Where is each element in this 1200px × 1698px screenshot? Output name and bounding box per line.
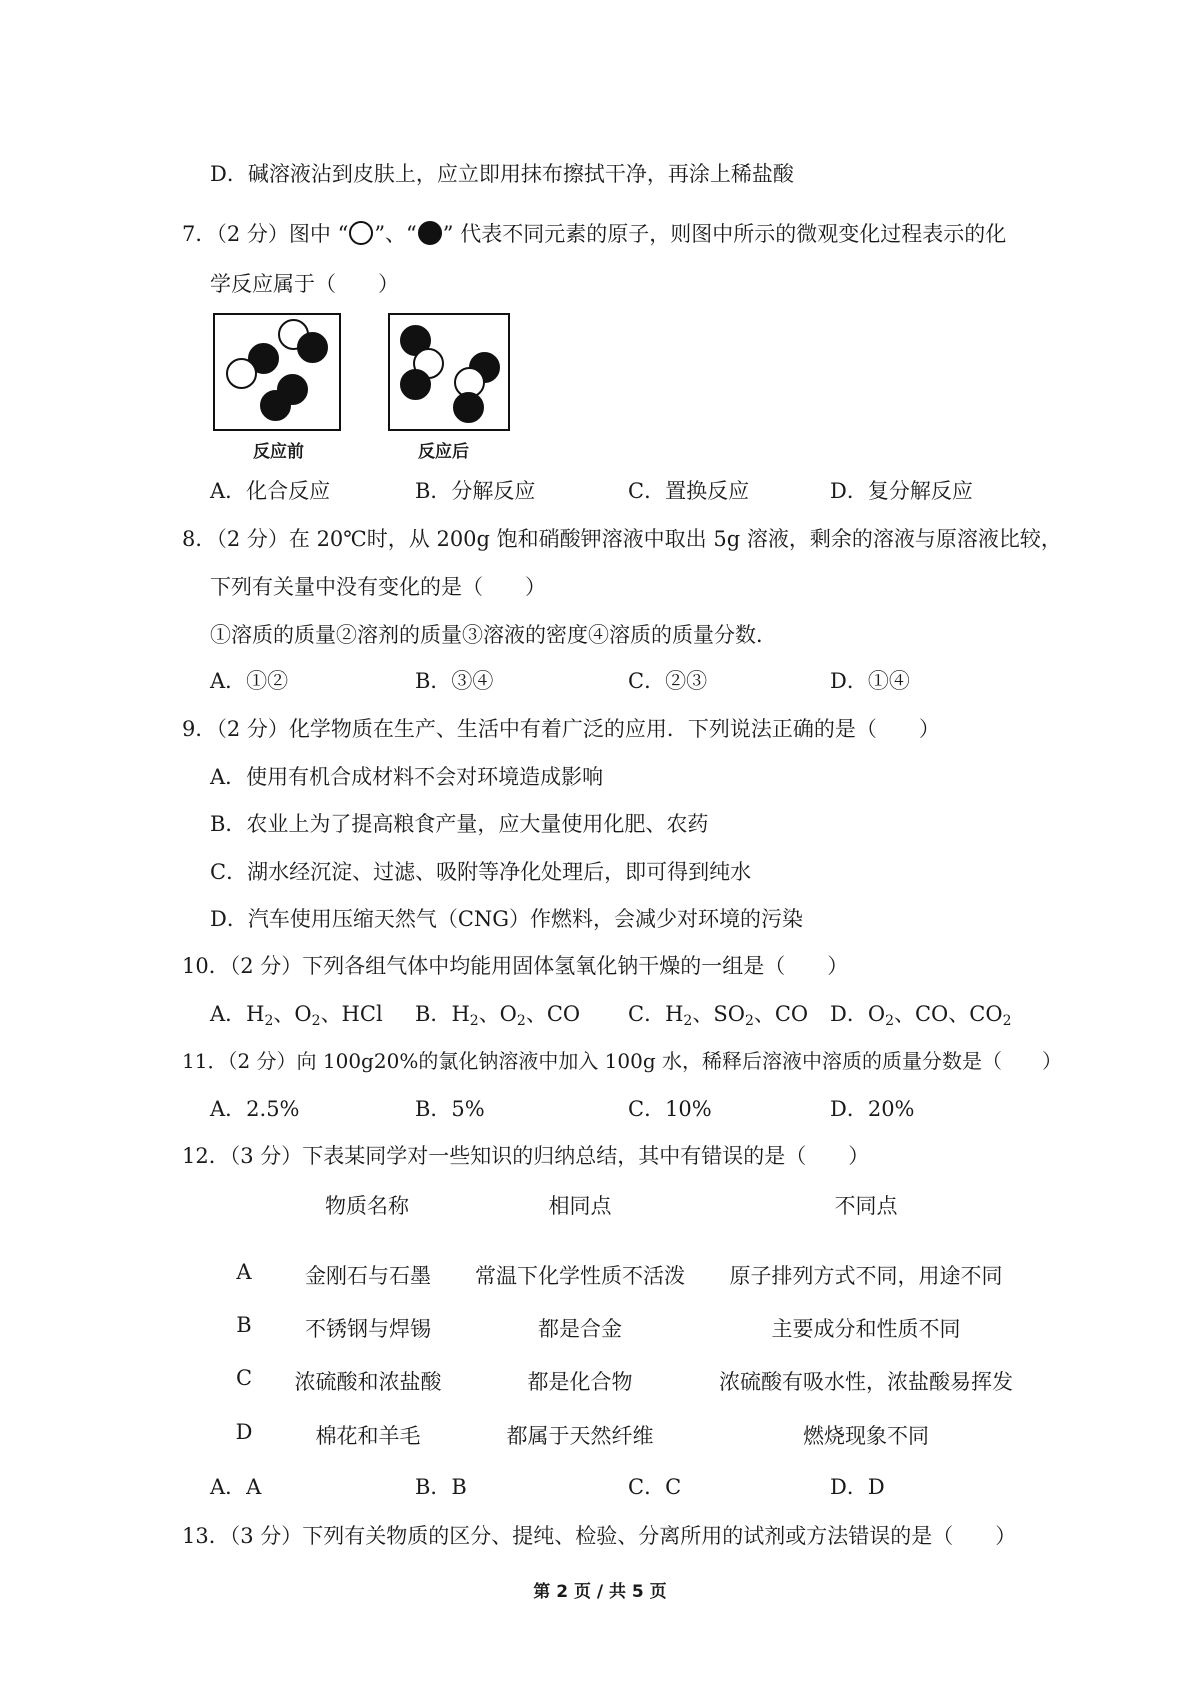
formula-part: 、O <box>478 1002 517 1026</box>
table-header: 不同点 <box>834 1194 898 1218</box>
table-cell: 都是化合物 <box>527 1370 633 1394</box>
subscript: 2 <box>311 1013 321 1029</box>
table-cell: 都属于天然纤维 <box>506 1424 654 1448</box>
caption-after: 反应后 <box>418 442 469 462</box>
page-footer: 第 2 页 / 共 5 页 <box>533 1582 667 1602</box>
table-cell: 主要成分和性质不同 <box>771 1317 961 1341</box>
black-atom-icon <box>400 369 431 400</box>
q12-option-a: A．A <box>210 1475 262 1499</box>
q11-option-d: D．20% <box>830 1097 915 1121</box>
table-cell: C <box>235 1366 253 1390</box>
q12-option-d: D．D <box>830 1475 885 1499</box>
table-cell: 常温下化学性质不活泼 <box>475 1264 685 1288</box>
formula-part: O <box>867 1002 886 1026</box>
q7-stem-part3: ” 代表不同元素的原子，则图中所示的微观变化过程表示的化 <box>442 222 1007 246</box>
q10-option-c <box>628 998 808 1028</box>
table-cell: 棉花和羊毛 <box>315 1424 421 1448</box>
q8-stem: 8．（2 分）在 20℃时，从 200g 饱和硝酸钾溶液中取出 5g 溶液，剩余的溶液与原溶液比较， <box>182 527 1062 551</box>
subscript: 2 <box>264 1013 274 1029</box>
q9-option-c: C．湖水经沉淀、过滤、吸附等净化处理后，即可得到纯水 <box>210 860 752 884</box>
q10-stem: 10．（2 分）下列各组气体中均能用固体氢氧化钠干燥的一组是（ ） <box>182 954 849 978</box>
formula-part: H <box>665 1002 684 1026</box>
option-label: C． <box>628 1002 666 1026</box>
table-cell: B <box>236 1313 252 1337</box>
subscript: 2 <box>683 1013 693 1029</box>
formula-part: 、CO <box>525 1002 581 1026</box>
q6-option-d: D．碱溶液沾到皮肤上，应立即用抹布擦拭干净，再涂上稀盐酸 <box>210 162 794 186</box>
caption-before: 反应前 <box>253 442 304 462</box>
table-cell: 金刚石与石墨 <box>305 1264 431 1288</box>
subscript: 2 <box>744 1013 754 1029</box>
q12-option-b: B．B <box>415 1475 467 1499</box>
q9-option-d: D．汽车使用压缩天然气（CNG）作燃料，会减少对环境的污染 <box>210 907 804 931</box>
q10-option-b <box>415 998 580 1028</box>
q7-stem <box>182 218 1006 248</box>
q11-option-c: C．10% <box>628 1097 712 1121</box>
q8-option-c: C．②③ <box>628 669 708 693</box>
q11-option-a: A．2.5% <box>210 1097 300 1121</box>
option-label: D． <box>830 1002 868 1026</box>
formula-part: 、SO <box>692 1002 745 1026</box>
q9-option-a: A．使用有机合成材料不会对环境造成影响 <box>210 765 604 789</box>
table-cell: 都是合金 <box>538 1317 622 1341</box>
q9-stem: 9．（2 分）化学物质在生产、生活中有着广泛的应用．下列说法正确的是（ ） <box>182 717 940 741</box>
formula-part: H <box>451 1002 470 1026</box>
formula-part: H <box>246 1002 265 1026</box>
formula-part: 、HCl <box>320 1002 383 1026</box>
q13-stem: 13．（3 分）下列有关物质的区分、提纯、检验、分离所用的试剂或方法错误的是（ ） <box>182 1524 1017 1548</box>
q8-option-d: D．①④ <box>830 669 910 693</box>
q7-stem-line2: 学反应属于（ ） <box>210 272 399 296</box>
formula-part: 、O <box>273 1002 312 1026</box>
q12-stem: 12．（3 分）下表某同学对一些知识的归纳总结，其中有错误的是（ ） <box>182 1144 870 1168</box>
table-cell: 原子排列方式不同，用途不同 <box>729 1264 1003 1288</box>
q8-option-a: A．①② <box>210 669 289 693</box>
q7-option-c: C．置换反应 <box>628 479 750 503</box>
subscript: 2 <box>469 1013 479 1029</box>
table-cell: A <box>236 1260 252 1284</box>
q7-stem-part1: 7．（2 分）图中 “ <box>182 222 349 246</box>
black-atom-icon <box>297 332 328 363</box>
after-reaction-diagram <box>388 313 510 431</box>
black-atom-icon <box>260 390 291 421</box>
white-atom-icon <box>226 358 257 389</box>
option-label: A． <box>210 1002 247 1026</box>
table-header: 物质名称 <box>325 1194 409 1218</box>
q8-stem-line2: 下列有关量中没有变化的是（ ） <box>210 575 546 599</box>
q7-option-a: A．化合反应 <box>210 479 331 503</box>
black-atom-icon <box>453 392 484 423</box>
before-reaction-diagram <box>213 313 341 431</box>
q8-option-b: B．③④ <box>415 669 494 693</box>
table-cell: 不锈钢与焊锡 <box>305 1317 431 1341</box>
formula-part: 、CO <box>753 1002 809 1026</box>
formula-part: 、CO、CO <box>893 1002 1003 1026</box>
q12-option-c: C．C <box>628 1475 682 1499</box>
table-header: 相同点 <box>548 1194 612 1218</box>
q11-option-b: B．5% <box>415 1097 485 1121</box>
table-cell: 浓硫酸有吸水性，浓盐酸易挥发 <box>719 1370 1013 1394</box>
q7-option-b: B．分解反应 <box>415 479 536 503</box>
table-cell: 燃烧现象不同 <box>803 1424 929 1448</box>
black-atom-icon <box>418 221 442 245</box>
q9-option-b: B．农业上为了提高粮食产量，应大量使用化肥、农药 <box>210 812 709 836</box>
q7-option-d: D．复分解反应 <box>830 479 973 503</box>
q7-stem-part2: ”、“ <box>374 222 417 246</box>
subscript: 2 <box>885 1013 894 1029</box>
option-label: B． <box>415 1002 452 1026</box>
table-cell: D <box>235 1420 253 1444</box>
q10-option-d <box>830 998 1011 1028</box>
table-cell: 浓硫酸和浓盐酸 <box>294 1370 442 1394</box>
q11-stem: 11．（2 分）向 100g20%的氯化钠溶液中加入 100g 水，稀释后溶液中溶质的质量分数是（ ） <box>182 1049 1063 1073</box>
q8-items: ①溶质的质量②溶剂的质量③溶液的密度④溶质的质量分数． <box>210 623 777 647</box>
subscript: 2 <box>516 1013 526 1029</box>
subscript: 2 <box>1002 1013 1012 1029</box>
q10-option-a <box>210 998 383 1028</box>
white-atom-icon <box>349 221 373 245</box>
